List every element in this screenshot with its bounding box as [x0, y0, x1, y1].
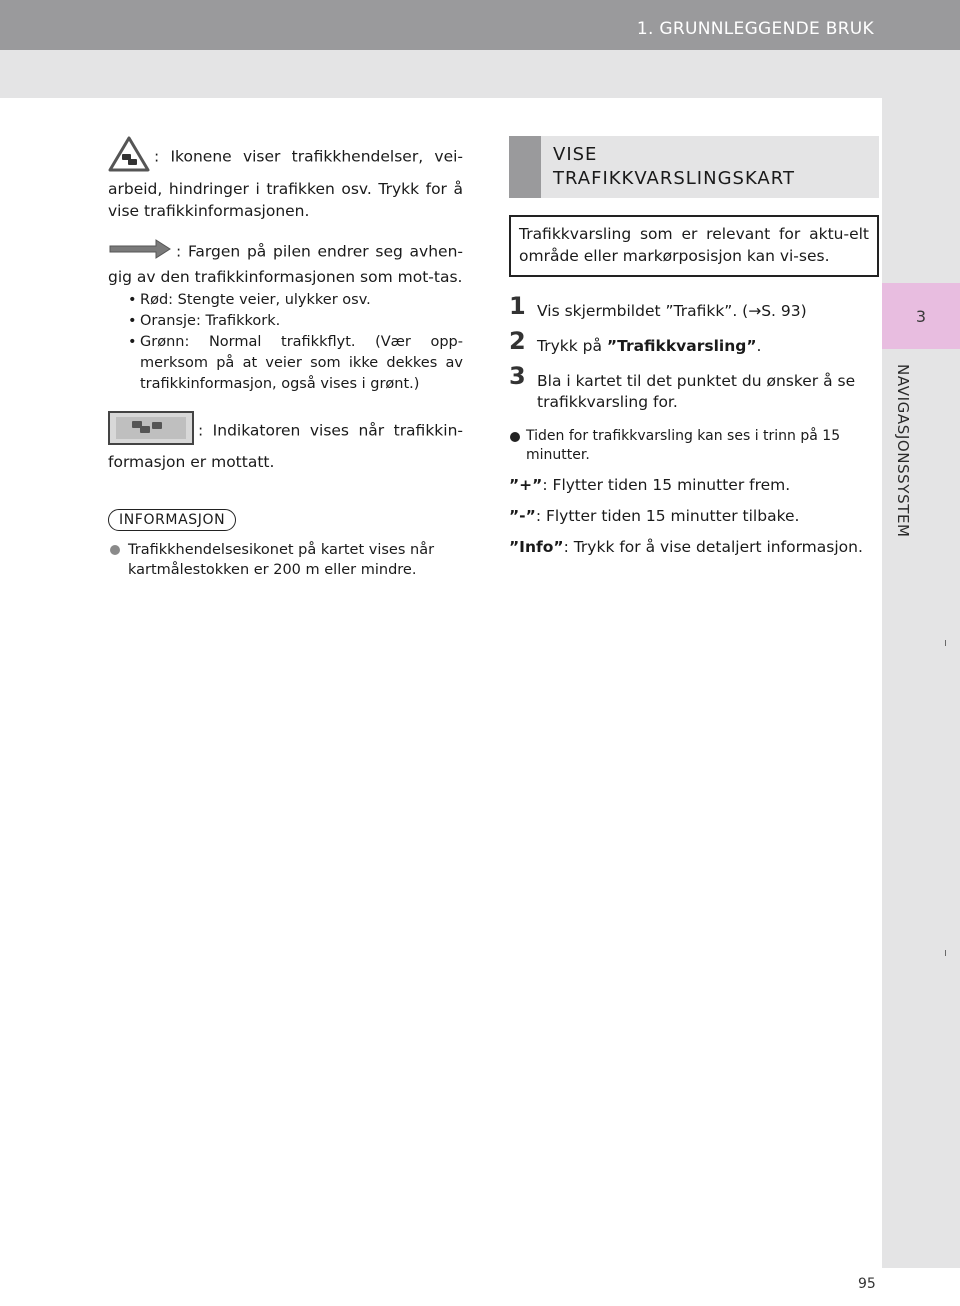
margin-tick: [945, 950, 946, 956]
indicator-description: : Indikatoren vises når trafikkin-formasjon er mottatt.: [108, 411, 463, 473]
arrow-color-description: : Fargen på pilen endrer seg avhen-gig av den trafikkinformasjonen som mot-tas.: [108, 238, 463, 288]
color-legend-list: [128, 290, 463, 395]
header-title: 1. GRUNNLEGGENDE BRUK: [636, 19, 874, 39]
step-number: 2: [509, 327, 526, 355]
definition-item: ”+”: Flytter tiden 15 minutter frem.: [509, 476, 791, 494]
traffic-indicator-icon: [108, 411, 194, 451]
definition-item: ”-”: Flytter tiden 15 minutter tilbake.: [509, 507, 800, 525]
list-item: • Rød: Stengte veier, ulykker osv.: [128, 290, 463, 311]
header-band: [0, 50, 960, 98]
list-item: • Oransje: Trafikkork.: [128, 311, 463, 332]
traffic-icon-description: : Ikonene viser trafikkhendelser, vei-arbeid, hindringer i trafikken osv. Trykk for å vise trafikkinformasjonen.: [108, 136, 463, 222]
dot-item: Tiden for trafikkvarsling kan ses i trinn på 15 minutter.: [509, 427, 879, 465]
margin-tick: [945, 640, 946, 646]
chapter-strip: [882, 98, 960, 1268]
step-item: [509, 292, 879, 322]
step-bold: ”Trafikkvarsling”: [606, 337, 757, 355]
definition-item: ”Info”: Trykk for å vise detaljert informasjon.: [509, 538, 863, 556]
note-box: Trafikkvarsling som er relevant for aktu-elt område eller markørposisjon kan vi-ses.: [509, 215, 879, 277]
info-item: Trafikkhendelsesikonet på kartet vises når kartmålestokken er 200 m eller mindre.: [108, 540, 463, 580]
step-item: 2 Trykk på ”Trafikkvarsling”.: [509, 327, 762, 355]
traffic-warning-icon: [108, 136, 150, 178]
section-header: [509, 136, 879, 198]
page-number: 95: [858, 1276, 876, 1292]
step-number: 1: [509, 292, 526, 320]
step-number: 3: [509, 362, 526, 390]
step-text: Vis skjermbildet ”Trafikk”. (→S. 93): [537, 302, 807, 320]
traffic-arrow-icon: [108, 238, 172, 266]
section-title: VISE TRAFIKKVARSLINGSKART: [553, 144, 795, 189]
chapter-name: NAVIGASJONSSYSTEM: [894, 364, 912, 538]
right-column: [509, 136, 879, 558]
step-text: Bla i kartet til det punktet du ønsker å se trafikkvarsling for.: [537, 372, 856, 411]
step-text: Trykk på: [537, 337, 607, 355]
list-item: • Grønn: Normal trafikkflyt. (Vær opp-merksom på at veier som ikke dekkes av trafikkinformasjon, også vises i grønt.): [128, 332, 463, 395]
step-item: [509, 362, 879, 413]
page-header: [0, 0, 960, 50]
chapter-number: 3: [915, 306, 927, 326]
chapter-tab[interactable]: [882, 283, 960, 349]
info-badge: INFORMASJON: [108, 509, 236, 531]
left-column: [108, 136, 463, 580]
section-bar: [509, 136, 541, 198]
